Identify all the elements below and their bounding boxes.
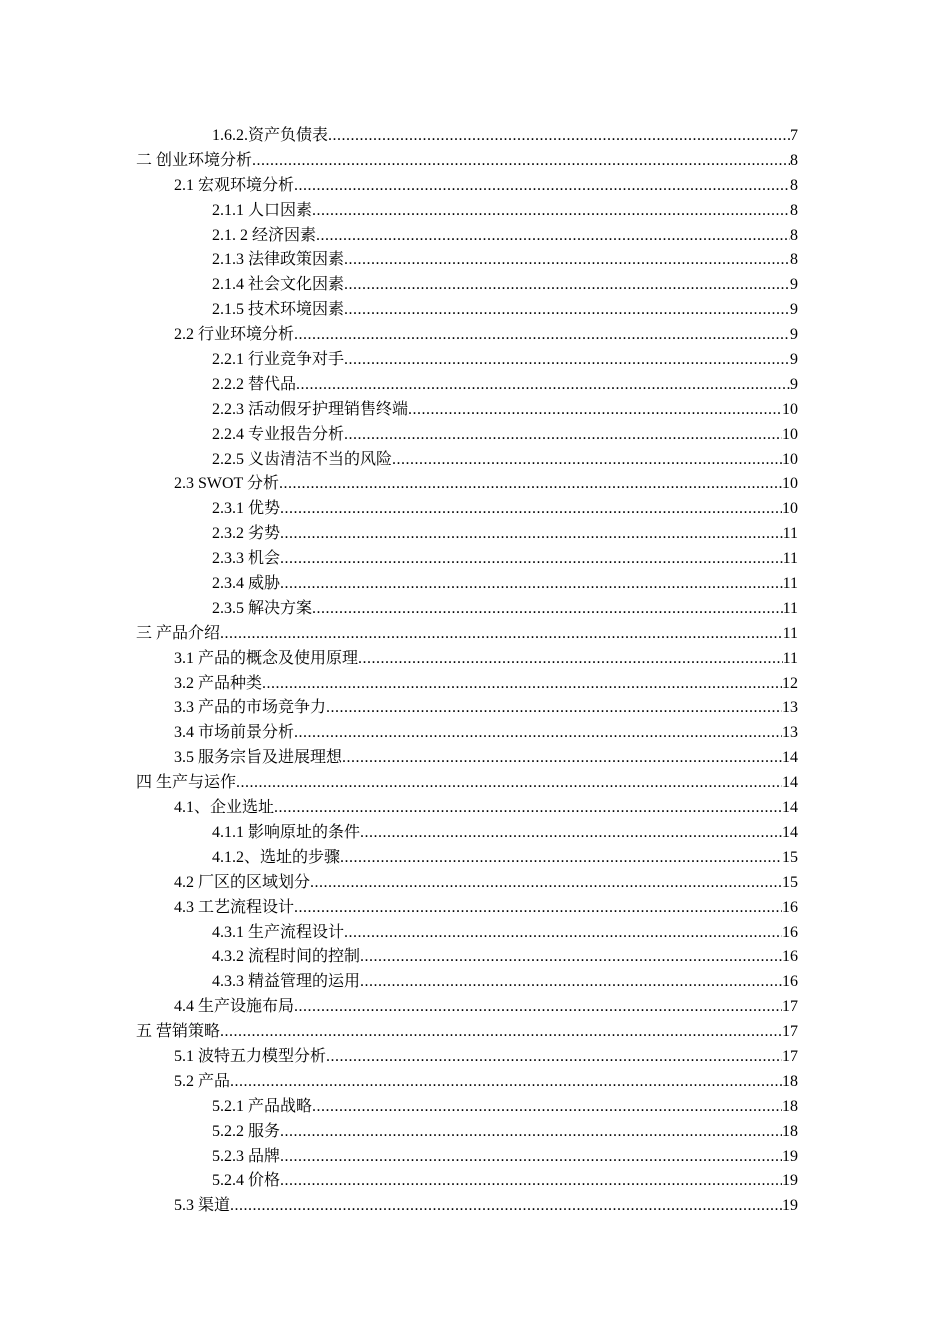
toc-entry-label: 2.3.1 优势 xyxy=(212,500,281,518)
toc-entry-label: 2.3.5 解决方案 xyxy=(212,599,313,617)
toc-page-number: 18 xyxy=(782,1097,798,1115)
toc-page-number: 16 xyxy=(782,898,798,916)
toc-dot-leader xyxy=(294,323,790,348)
toc-page-number: 10 xyxy=(782,500,798,518)
toc-entry-label: 2.2.3 活动假牙护理销售终端 xyxy=(212,400,409,418)
toc-entry-label: 2.3.2 劣势 xyxy=(212,525,281,543)
toc-entry-label: 3.1 产品的概念及使用原理 xyxy=(174,649,359,667)
toc-dot-leader xyxy=(220,622,783,647)
toc-dot-leader xyxy=(360,945,782,970)
toc-page-number: 14 xyxy=(782,799,798,817)
toc-page-number: 8 xyxy=(790,201,798,219)
toc-page-number: 11 xyxy=(782,525,798,543)
toc-entry[interactable] xyxy=(136,572,798,597)
toc-entry-label: 5.2.2 服务 xyxy=(212,1122,281,1140)
toc-page-number: 15 xyxy=(782,848,798,866)
toc-entry[interactable] xyxy=(136,448,798,473)
toc-entry-label: 5.3 渠道 xyxy=(174,1197,231,1215)
toc-entry-label: 2.1.1 人口因素 xyxy=(212,201,313,219)
toc-entry-label: 2.2.2 替代品 xyxy=(212,375,297,393)
toc-dot-leader xyxy=(312,199,790,224)
toc-page-number: 11 xyxy=(782,624,798,642)
toc-entry-label: 3.3 产品的市场竞争力 xyxy=(174,699,327,717)
toc-entry-label: 2.1.4 社会文化因素 xyxy=(212,276,345,294)
toc-entry-label: 5.2 产品 xyxy=(174,1072,231,1090)
toc-entry-label: 二 创业环境分析 xyxy=(136,151,253,169)
toc-entry[interactable] xyxy=(136,174,798,199)
toc-entry[interactable] xyxy=(136,696,798,721)
toc-page-number: 11 xyxy=(782,649,798,667)
toc-entry[interactable] xyxy=(136,771,798,796)
toc-page-number: 8 xyxy=(790,251,798,269)
toc-entry-label: 4.3.1 生产流程设计 xyxy=(212,923,345,941)
toc-entry[interactable] xyxy=(136,1045,798,1070)
toc-entry[interactable] xyxy=(136,721,798,746)
toc-page-number: 14 xyxy=(782,749,798,767)
toc-entry[interactable] xyxy=(136,597,798,622)
toc-dot-leader xyxy=(310,871,782,896)
toc-page-number: 9 xyxy=(790,351,798,369)
toc-entry[interactable] xyxy=(136,323,798,348)
toc-page-number: 12 xyxy=(782,674,798,692)
toc-entry[interactable] xyxy=(136,871,798,896)
toc-page-number: 13 xyxy=(782,699,798,717)
toc-entry-label: 2.2.1 行业竞争对手 xyxy=(212,351,345,369)
toc-dot-leader xyxy=(280,522,783,547)
toc-entry[interactable] xyxy=(136,149,798,174)
toc-dot-leader xyxy=(280,572,783,597)
toc-dot-leader xyxy=(312,1095,782,1120)
toc-entry-label: 三 产品介绍 xyxy=(136,624,221,642)
toc-entry-label: 5.1 波特五力模型分析 xyxy=(174,1047,327,1065)
toc-page-number: 8 xyxy=(790,151,798,169)
toc-entry[interactable] xyxy=(136,398,798,423)
toc-entry[interactable] xyxy=(136,1095,798,1120)
toc-dot-leader xyxy=(344,298,790,323)
toc-dot-leader xyxy=(294,896,782,921)
table-of-contents xyxy=(136,124,798,1219)
toc-entry-label: 3.4 市场前景分析 xyxy=(174,724,295,742)
toc-dot-leader xyxy=(344,348,790,373)
toc-entry[interactable] xyxy=(136,1070,798,1095)
toc-entry-label: 2.1. 2 经济因素 xyxy=(212,226,317,244)
toc-entry-label: 5.2.4 价格 xyxy=(212,1172,281,1190)
toc-dot-leader xyxy=(280,1145,782,1170)
toc-dot-leader xyxy=(360,970,782,995)
toc-page-number: 10 xyxy=(782,400,798,418)
toc-dot-leader xyxy=(274,796,782,821)
toc-dot-leader xyxy=(220,1020,782,1045)
toc-page-number: 17 xyxy=(782,998,798,1016)
toc-dot-leader xyxy=(326,1045,782,1070)
toc-entry-label: 2.3.4 威胁 xyxy=(212,575,281,593)
toc-entry-label: 4.3.3 精益管理的运用 xyxy=(212,973,361,991)
toc-entry-label: 4.1、企业选址 xyxy=(174,799,275,817)
toc-dot-leader xyxy=(280,1120,782,1145)
toc-dot-leader xyxy=(294,721,782,746)
toc-entry-label: 五 营销策略 xyxy=(136,1023,221,1041)
toc-entry-label: 4.3.2 流程时间的控制 xyxy=(212,948,361,966)
toc-page-number: 9 xyxy=(790,276,798,294)
toc-entry[interactable] xyxy=(136,298,798,323)
toc-entry[interactable] xyxy=(136,224,798,249)
toc-entry[interactable] xyxy=(136,373,798,398)
toc-dot-leader xyxy=(340,846,782,871)
toc-page-number: 13 xyxy=(782,724,798,742)
toc-entry[interactable] xyxy=(136,896,798,921)
toc-page-number: 17 xyxy=(782,1023,798,1041)
toc-page-number: 16 xyxy=(782,948,798,966)
toc-entry[interactable] xyxy=(136,995,798,1020)
toc-entry-label: 2.1.5 技术环境因素 xyxy=(212,301,345,319)
toc-entry[interactable] xyxy=(136,1020,798,1045)
toc-dot-leader xyxy=(279,472,782,497)
toc-dot-leader xyxy=(328,124,790,149)
toc-entry[interactable] xyxy=(136,945,798,970)
toc-entry[interactable] xyxy=(136,1194,798,1219)
toc-page-number: 16 xyxy=(782,923,798,941)
toc-dot-leader xyxy=(294,174,790,199)
toc-dot-leader xyxy=(342,746,782,771)
toc-entry[interactable] xyxy=(136,746,798,771)
toc-dot-leader xyxy=(344,248,790,273)
toc-entry-label: 4.2 厂区的区域划分 xyxy=(174,873,311,891)
toc-dot-leader xyxy=(344,921,782,946)
toc-entry-label: 2.3.3 机会 xyxy=(212,550,281,568)
toc-entry-label: 2.1 宏观环境分析 xyxy=(174,176,295,194)
toc-entry[interactable] xyxy=(136,647,798,672)
toc-entry[interactable] xyxy=(136,796,798,821)
toc-entry[interactable] xyxy=(136,124,798,149)
toc-entry-label: 2.2.5 义齿清洁不当的风险 xyxy=(212,450,393,468)
toc-dot-leader xyxy=(326,696,782,721)
toc-page-number: 11 xyxy=(782,550,798,568)
toc-entry[interactable] xyxy=(136,622,798,647)
toc-dot-leader xyxy=(408,398,782,423)
toc-dot-leader xyxy=(262,672,782,697)
toc-dot-leader xyxy=(230,1070,782,1095)
toc-entry[interactable] xyxy=(136,472,798,497)
toc-page-number: 19 xyxy=(782,1172,798,1190)
toc-page-number: 18 xyxy=(782,1072,798,1090)
toc-dot-leader xyxy=(280,1169,782,1194)
toc-entry[interactable] xyxy=(136,1145,798,1170)
toc-entry-label: 3.5 服务宗旨及进展理想 xyxy=(174,749,343,767)
toc-page-number: 8 xyxy=(790,226,798,244)
toc-entry[interactable] xyxy=(136,522,798,547)
toc-page-number: 10 xyxy=(782,425,798,443)
toc-dot-leader xyxy=(230,1194,782,1219)
toc-dot-leader xyxy=(236,771,782,796)
toc-dot-leader xyxy=(280,497,782,522)
toc-entry[interactable] xyxy=(136,423,798,448)
toc-entry-label: 4.1.1 影响原址的条件 xyxy=(212,823,361,841)
toc-page-number: 9 xyxy=(790,301,798,319)
toc-page-number: 11 xyxy=(782,575,798,593)
toc-entry[interactable] xyxy=(136,1169,798,1194)
toc-entry-label: 2.2 行业环境分析 xyxy=(174,326,295,344)
toc-entry[interactable] xyxy=(136,547,798,572)
toc-page-number: 11 xyxy=(782,599,798,617)
toc-dot-leader xyxy=(294,995,782,1020)
toc-entry-label: 4.4 生产设施布局 xyxy=(174,998,295,1016)
toc-page-number: 9 xyxy=(790,375,798,393)
toc-entry-label: 3.2 产品种类 xyxy=(174,674,263,692)
toc-entry[interactable] xyxy=(136,846,798,871)
toc-entry-label: 4.3 工艺流程设计 xyxy=(174,898,295,916)
toc-page-number: 17 xyxy=(782,1047,798,1065)
toc-entry[interactable] xyxy=(136,821,798,846)
toc-entry-label: 2.2.4 专业报告分析 xyxy=(212,425,345,443)
toc-page-number: 10 xyxy=(782,450,798,468)
toc-page-number: 15 xyxy=(782,873,798,891)
toc-page-number: 8 xyxy=(790,176,798,194)
toc-entry-label: 2.1.3 法律政策因素 xyxy=(212,251,345,269)
toc-page-number: 9 xyxy=(790,326,798,344)
toc-dot-leader xyxy=(312,597,783,622)
toc-entry[interactable] xyxy=(136,672,798,697)
toc-page-number: 7 xyxy=(790,127,798,144)
toc-entry-label: 5.2.1 产品战略 xyxy=(212,1097,313,1115)
toc-dot-leader xyxy=(392,448,782,473)
toc-entry[interactable] xyxy=(136,273,798,298)
toc-page-number: 10 xyxy=(782,475,798,493)
toc-page-number: 16 xyxy=(782,973,798,991)
toc-entry[interactable] xyxy=(136,199,798,224)
toc-dot-leader xyxy=(296,373,790,398)
toc-dot-leader xyxy=(252,149,790,174)
toc-entry[interactable] xyxy=(136,1120,798,1145)
toc-entry-label: 5.2.3 品牌 xyxy=(212,1147,281,1165)
toc-page-number: 14 xyxy=(782,823,798,841)
toc-entry[interactable] xyxy=(136,921,798,946)
toc-dot-leader xyxy=(344,423,782,448)
toc-entry[interactable] xyxy=(136,248,798,273)
toc-entry[interactable] xyxy=(136,348,798,373)
toc-entry-label: 四 生产与运作 xyxy=(136,774,237,792)
toc-page-number: 18 xyxy=(782,1122,798,1140)
toc-page-number: 19 xyxy=(782,1197,798,1215)
toc-page-number: 19 xyxy=(782,1147,798,1165)
toc-entry[interactable] xyxy=(136,497,798,522)
toc-dot-leader xyxy=(358,647,783,672)
toc-dot-leader xyxy=(344,273,790,298)
toc-entry-label: 1.6.2.资产负债表 xyxy=(212,127,329,144)
toc-entry-label: 4.1.2、选址的步骤 xyxy=(212,848,341,866)
toc-dot-leader xyxy=(280,547,783,572)
toc-page-number: 14 xyxy=(782,774,798,792)
toc-entry-label: 2.3 SWOT 分析 xyxy=(174,475,280,493)
toc-entry[interactable] xyxy=(136,970,798,995)
toc-dot-leader xyxy=(360,821,782,846)
toc-dot-leader xyxy=(316,224,790,249)
